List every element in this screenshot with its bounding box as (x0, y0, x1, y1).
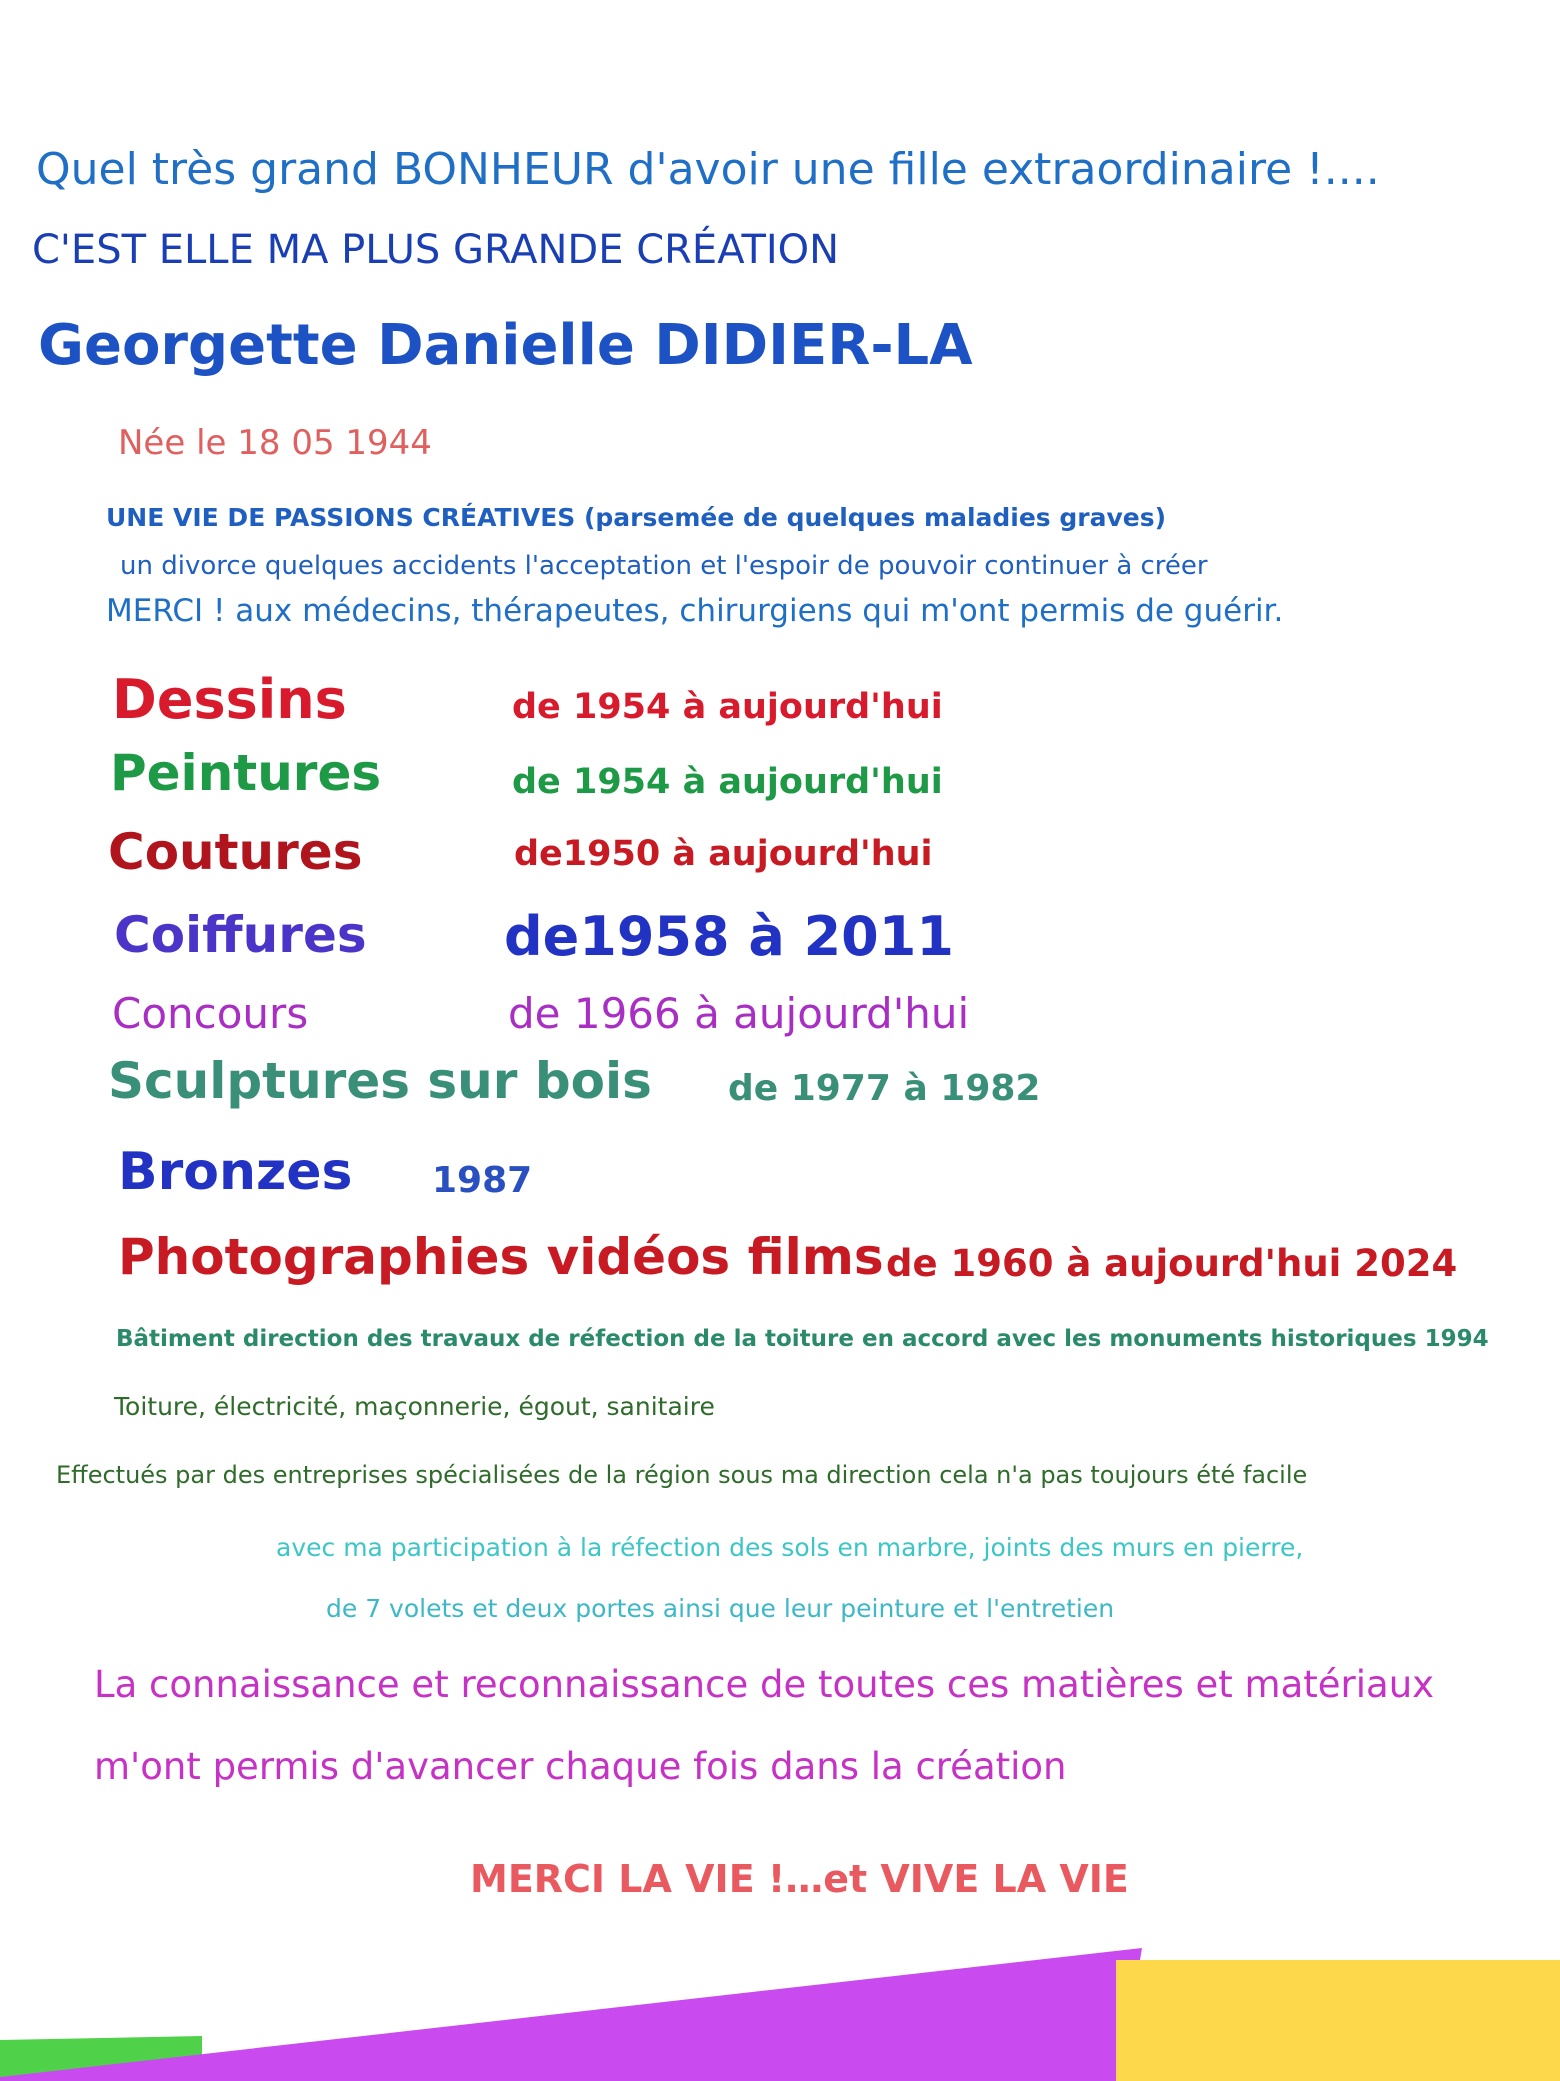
building-line-3: Effectués par des entreprises spécialisées de la région sous ma direction cela n'a pas toujours été facile (56, 1461, 1308, 1489)
activity-bronzes-label: Bronzes (118, 1142, 353, 1202)
header-line-2: C'EST ELLE MA PLUS GRANDE CRÉATION (32, 227, 840, 273)
activity-dessins-period: de 1954 à aujourd'hui (512, 687, 943, 727)
decorative-bottom-shapes (0, 1930, 1560, 2081)
intro-line-3: MERCI ! aux médecins, thérapeutes, chirurgiens qui m'ont permis de guérir. (106, 593, 1284, 629)
yellow-block-shape (1116, 1960, 1560, 2081)
activity-peintures-label: Peintures (110, 744, 382, 802)
activity-concours-label: Concours (112, 989, 309, 1038)
birth-date: Née le 18 05 1944 (118, 423, 432, 463)
activity-bronzes-period: 1987 (432, 1160, 533, 1201)
activity-sculptures-label: Sculptures sur bois (108, 1052, 652, 1110)
activity-dessins-label: Dessins (112, 668, 347, 731)
activity-coiffures-period: de1958 à 2011 (504, 905, 954, 968)
closing-line-3: MERCI LA VIE !…et VIVE LA VIE (470, 1857, 1129, 1901)
activity-coiffures-label: Coiffures (114, 906, 367, 964)
intro-line-2: un divorce quelques accidents l'acceptation et l'espoir de pouvoir continuer à créer (120, 551, 1208, 581)
activity-coutures-label: Coutures (108, 823, 363, 881)
activity-sculptures-period: de 1977 à 1982 (728, 1068, 1041, 1109)
header-line-1: Quel très grand BONHEUR d'avoir une fille extraordinaire !.... (36, 144, 1380, 195)
activity-photographies-label: Photographies vidéos films (118, 1228, 884, 1286)
activity-peintures-period: de 1954 à aujourd'hui (512, 762, 943, 802)
activity-concours-period: de 1966 à aujourd'hui (508, 989, 970, 1038)
building-line-2: Toiture, électricité, maçonnerie, égout, sanitaire (114, 1392, 715, 1421)
activity-photographies-period: de 1960 à aujourd'hui 2024 (886, 1242, 1458, 1285)
closing-line-1: La connaissance et reconnaissance de toutes ces matières et matériaux (94, 1663, 1435, 1706)
building-line-5: de 7 volets et deux portes ainsi que leur peinture et l'entretien (326, 1594, 1115, 1623)
building-line-4: avec ma participation à la réfection des sols en marbre, joints des murs en pierre, (276, 1533, 1304, 1562)
intro-line-1: UNE VIE DE PASSIONS CRÉATIVES (parsemée de quelques maladies graves) (106, 503, 1167, 532)
building-line-1: Bâtiment direction des travaux de réfection de la toiture en accord avec les monuments historiques 1994 (116, 1326, 1489, 1352)
person-name: Georgette Danielle DIDIER-LA (38, 313, 973, 378)
closing-line-2: m'ont permis d'avancer chaque fois dans la création (94, 1745, 1067, 1788)
purple-band-shape (0, 1948, 1142, 2081)
activity-coutures-period: de1950 à aujourd'hui (514, 834, 933, 874)
